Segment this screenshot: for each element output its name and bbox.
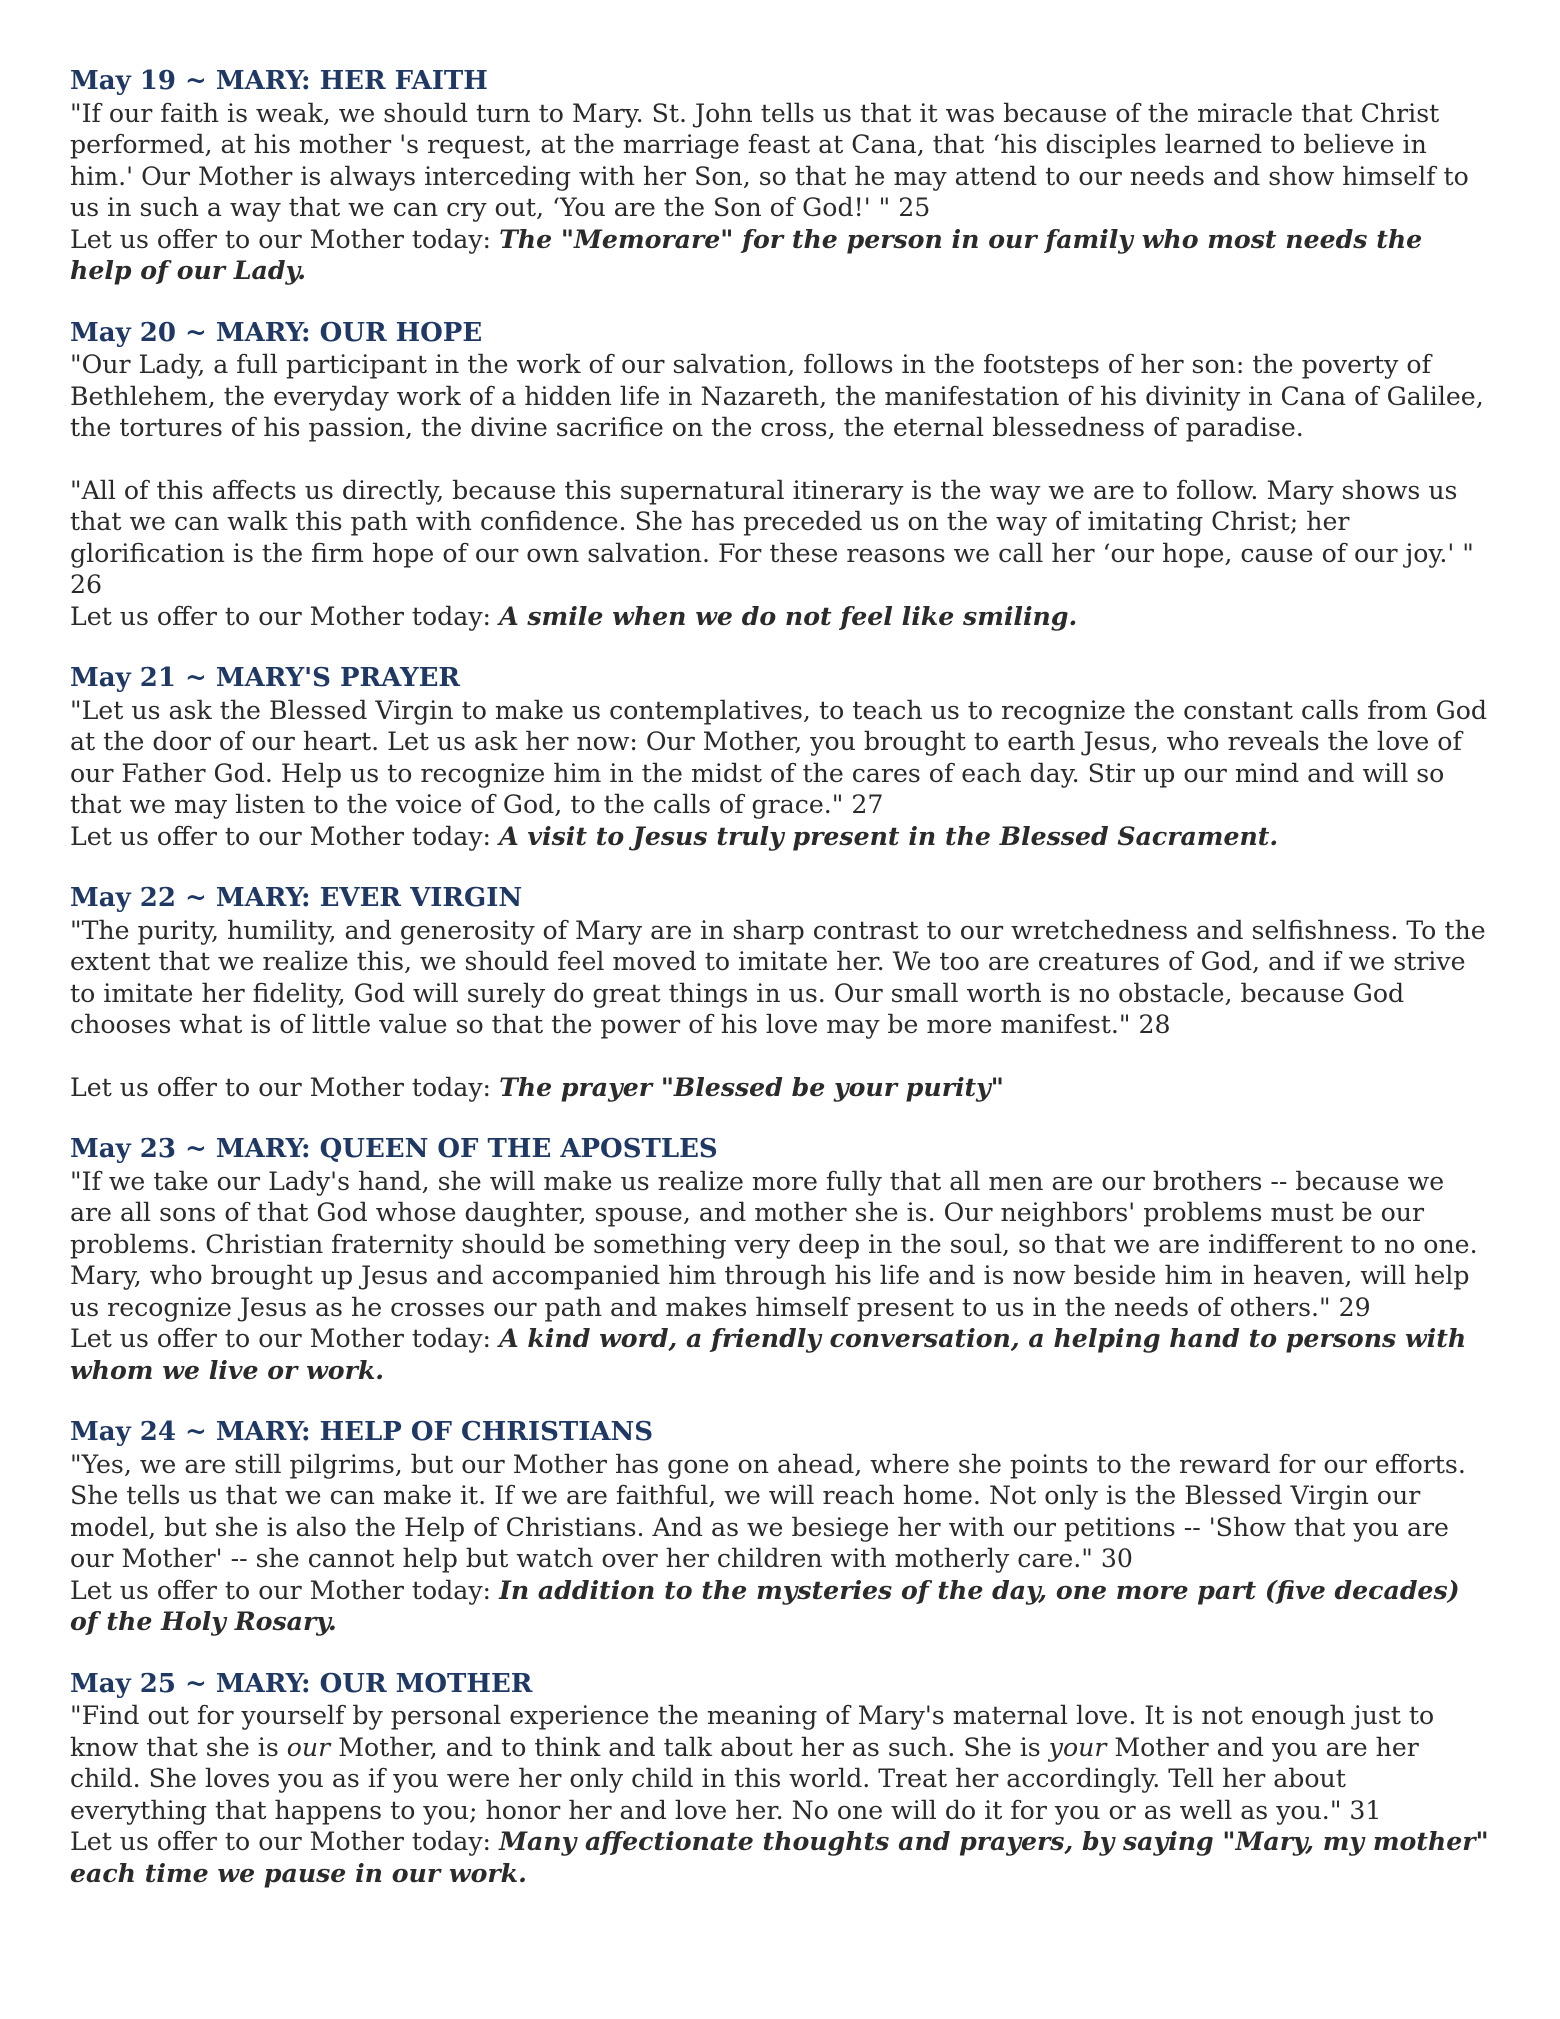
entry-heading: May 24 ~ MARY: HELP OF CHRISTIANS bbox=[70, 1417, 654, 1447]
entry-heading: May 21 ~ MARY'S PRAYER bbox=[70, 663, 460, 693]
offer-label: Let us offer to our Mother today: bbox=[70, 1072, 492, 1102]
offer-text: In addition to the mysteries of the day, one more part (five decades) of the Holy Rosary. bbox=[70, 1574, 1460, 1636]
entry-may-25 bbox=[70, 1669, 1490, 1890]
offer-text: The prayer "Blessed be your purity" bbox=[499, 1071, 1004, 1102]
offer-label: Let us offer to our Mother today: bbox=[70, 821, 492, 851]
entry-heading: May 22 ~ MARY: EVER VIRGIN bbox=[70, 883, 523, 913]
offer-label: Let us offer to our Mother today: bbox=[70, 1827, 492, 1856]
entry-may-21 bbox=[70, 663, 1490, 852]
entry-offer bbox=[70, 224, 1490, 287]
offer-text: The "Memorare" for the person in our family who most needs the help of our Lady. bbox=[70, 223, 1423, 285]
entry-heading: May 19 ~ MARY: HER FAITH bbox=[70, 66, 488, 96]
quote-emphasis: our bbox=[286, 1732, 331, 1762]
entry-quote: "Let us ask the Blessed Virgin to make us contemplatives, to teach us to recognize the constant calls from God at the door of our heart. Let us ask her now: Our Mother, you brought to earth Jesus, who reveals the love of our Father God. Help us to recognize him in the midst of the cares of each day. Stir up our mind and will so that we may listen to the voice of God, to the calls of grace." 27 bbox=[70, 695, 1488, 819]
entry-quote bbox=[70, 1700, 1490, 1826]
entry-heading: May 25 ~ MARY: OUR MOTHER bbox=[70, 1668, 533, 1699]
entry-quote: "Yes, we are still pilgrims, but our Mother has gone on ahead, where she points to the reward for our efforts. She tells us that we can make it. If we are faithful, we will reach home. Not only is the Blessed Virgin our model, but she is also the Help of Christians. And as we besiege her with our petitions -- 'Show that you are our Mother' -- she cannot help but watch over her children with motherly care." 30 bbox=[70, 1449, 1466, 1573]
entry-offer bbox=[70, 1323, 1490, 1386]
entry-offer bbox=[70, 601, 1490, 633]
entry-may-23 bbox=[70, 1134, 1490, 1386]
offer-label: Let us offer to our Mother today: bbox=[70, 1575, 492, 1605]
quote-part: Mother and you are her child. She loves you as if you were her only child in this world. Treat her accordingly. Tell her about everything that happens to you; honor her and love her. No one will do it for you or as well as you." 31 bbox=[70, 1732, 1419, 1825]
quote-part: Mother, and to think and talk about her as such. She is bbox=[330, 1732, 1049, 1762]
offer-label: Let us offer to our Mother today: bbox=[70, 1324, 492, 1353]
entry-quote: "The purity, humility, and generosity of Mary are in sharp contrast to our wretchedness and selfishness. To the extent that we realize this, we should feel moved to imitate her. We too are creatures of God, and if we strive to imitate her fidelity, God will surely do great things in us. Our small worth is no obstacle, because God chooses what is of little value so that the power of his love may be more manifest." 28 bbox=[70, 915, 1486, 1039]
entry-quote: "If our faith is weak, we should turn to Mary. St. John tells us that it was because of the miracle that Christ performed, at his mother 's request, at the marriage feast at Cana, that ‘his disciples learned to believe in him.' Our Mother is always interceding with her Son, so that he may attend to our needs and show himself to us in such a way that we can cry out, ‘You are the Son of God!' " 25 bbox=[70, 98, 1469, 222]
quote-part: "Find out for yourself by personal experience the meaning of Mary's maternal love. It is not enough just to know that she is bbox=[70, 1701, 1435, 1762]
entry-may-19 bbox=[70, 66, 1490, 287]
entry-offer bbox=[70, 1072, 1490, 1104]
offer-text: A smile when we do not feel like smiling. bbox=[499, 600, 1078, 631]
offer-text: Many affectionate thoughts and prayers, by saying "Mary, my mother" each time we pause in our work. bbox=[70, 1826, 1489, 1888]
entry-quote: "If we take our Lady's hand, she will make us realize more fully that all men are our brothers -- because we are all sons of that God whose daughter, spouse, and mother she is. Our neighbors' problems must be our problems. Christian fraternity should be something very deep in the soul, so that we are indifferent to no one. Mary, who brought up Jesus and accompanied him through his life and is now beside him in heaven, will help us recognize Jesus as he crosses our path and makes himself present to us in the needs of others." 29 bbox=[70, 1166, 1478, 1322]
entry-offer bbox=[70, 1826, 1490, 1889]
entry-offer bbox=[70, 821, 1490, 853]
quote-emphasis: your bbox=[1048, 1732, 1107, 1762]
entry-may-22 bbox=[70, 883, 1490, 1103]
offer-label: Let us offer to our Mother today: bbox=[70, 601, 492, 631]
offer-label: Let us offer to our Mother today: bbox=[70, 224, 492, 254]
entry-heading: May 23 ~ MARY: QUEEN OF THE APOSTLES bbox=[70, 1134, 718, 1164]
entry-may-24 bbox=[70, 1417, 1490, 1638]
entry-offer bbox=[70, 1575, 1490, 1638]
entry-quote-continued: "All of this affects us directly, because this supernatural itinerary is the way we are to follow. Mary shows us that we can walk this path with confidence. She has preceded us on the way of imitating Christ; her glorification is the firm hope of our own salvation. For these reasons we call her ‘our hope, cause of our joy.' " 26 bbox=[70, 475, 1474, 599]
offer-text: A visit to Jesus truly present in the Blessed Sacrament. bbox=[499, 820, 1279, 851]
offer-text: A kind word, a friendly conversation, a helping hand to persons with whom we live or work. bbox=[70, 1323, 1467, 1385]
entry-quote: "Our Lady, a full participant in the work of our salvation, follows in the footsteps of her son: the poverty of Bethlehem, the everyday work of a hidden life in Nazareth, the manifestation of his divinity in Cana of Galilee, the tortures of his passion, the divine sacrifice on the cross, the eternal blessedness of paradise. bbox=[70, 350, 1484, 442]
entry-heading: May 20 ~ MARY: OUR HOPE bbox=[70, 317, 483, 348]
entry-may-20 bbox=[70, 318, 1490, 633]
